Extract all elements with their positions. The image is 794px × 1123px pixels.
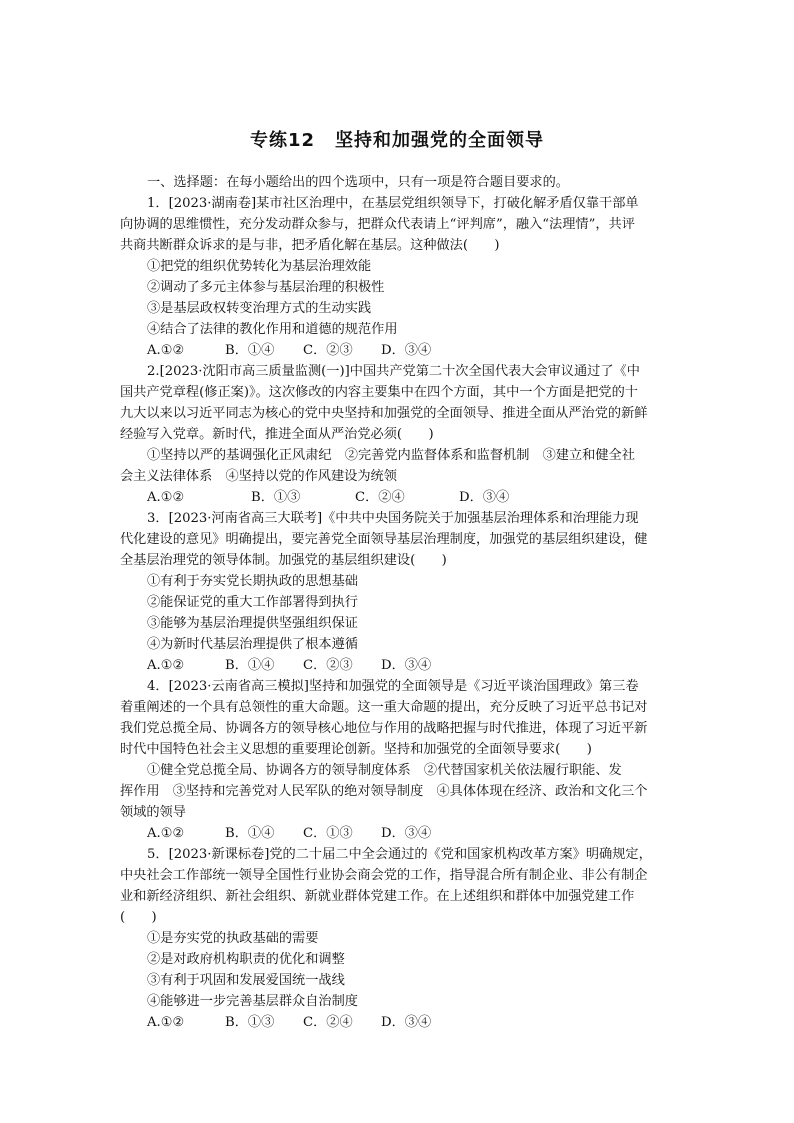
option-d: D．③④: [459, 490, 510, 505]
question-stem-line: 中央社会工作部统一领导全国性行业协会商会党的工作，指导混合所有制企业、非公有制企: [120, 868, 648, 883]
statement-item: ④能够进一步完善基层群众自治制度: [147, 994, 358, 1009]
question-3: [120, 508, 675, 676]
title-code: 专练12: [249, 130, 316, 151]
question-stem-line: 3．[2023·河南省高三大联考]《中共中央国务院关于加强基层治理体系和治理能力现: [147, 511, 639, 526]
option-a: A.①②: [147, 1015, 185, 1030]
statement-item: ②能保证党的重大工作部署得到执行: [147, 595, 358, 610]
option-b: B．①③: [251, 490, 301, 505]
option-d: D．③④: [381, 343, 432, 358]
option-a: A.①②: [147, 826, 185, 841]
statement-item: 挥作用 ③坚持和完善党对人民军队的绝对领导制度 ④具体体现在经济、政治和文化三个: [120, 784, 648, 799]
question-stem-line: 代化建设的意见》明确提出，要完善党全面领导基层治理制度，加强党的基层组织建设，健: [120, 532, 648, 547]
statement-item: ②调动了多元主体参与基层治理的积极性: [147, 280, 385, 295]
question-body: [120, 172, 675, 1033]
question-stem-line: 着重阐述的一个具有总领性的重大命题。这一重大命题的提出，充分反映了习近平总书记对: [120, 700, 648, 715]
answer-options: [120, 487, 675, 508]
option-a: A.①②: [147, 490, 185, 505]
question-stem-line: 九大以来以习近平同志为核心的党中央坚持和加强党的全面领导、推进全面从严治党的新鲜: [120, 406, 648, 421]
statement-item: 领域的领导: [120, 805, 186, 820]
option-c: C．②④: [355, 490, 405, 505]
page-title: [0, 126, 794, 152]
statement-item: ②是对政府机构职责的优化和调整: [147, 952, 345, 967]
statement-item: ④为新时代基层治理提供了根本遵循: [147, 637, 358, 652]
statement-item: ①有利于夯实党长期执政的思想基础: [147, 574, 358, 589]
option-d: D．③④: [381, 1015, 432, 1030]
option-c: C．②③: [303, 658, 353, 673]
answer-options: [120, 340, 675, 361]
option-b: B．①③: [225, 1015, 275, 1030]
option-a: A.①②: [147, 343, 185, 358]
question-stem-line: 我们党总揽全局、协调各方的领导核心地位与作用的战略把握与时代推进，体现了习近平新: [120, 721, 648, 736]
question-stem-line: 5．[2023·新课标卷]党的二十届二中全会通过的《党和国家机构改革方案》明确规定，: [147, 847, 652, 862]
question-4: [120, 676, 675, 844]
question-stem-line: 国共产党章程(修正案)》。这次修改的内容主要集中在四个方面，其中一个方面是把党的十: [120, 385, 638, 400]
question-stem-line: 全基层治理党的领导体制。加强党的基层组织建设( ): [120, 553, 447, 568]
option-a: A.①②: [147, 658, 185, 673]
statement-item: ①健全党总揽全局、协调各方的领导制度体系 ②代替国家机关依法履行职能、发: [147, 763, 622, 778]
question-stem-line: 时代中国特色社会主义思想的重要理论创新。坚持和加强党的全面领导要求( ): [120, 742, 592, 757]
question-stem-line: 1．[2023·湖南卷]某市社区治理中，在基层党组织领导下，打破化解矛盾仅靠干部单: [147, 196, 639, 211]
option-c: C．②④: [303, 1015, 353, 1030]
question-stem-line: 共商共断群众诉求的是与非，把矛盾化解在基层。这种做法( ): [120, 238, 500, 253]
question-1: [120, 193, 675, 361]
question-5: [120, 844, 675, 1033]
statement-item: ④结合了法律的教化作用和道德的规范作用: [147, 322, 398, 337]
question-stem-line: ( ): [120, 910, 157, 925]
question-stem-line: 经验写入党章。新时代，推进全面从严治党必须( ): [120, 427, 434, 442]
section-heading: 一、选择题：在每小题给出的四个选项中，只有一项是符合题目要求的。: [147, 175, 569, 190]
question-2: [120, 361, 675, 508]
statement-item: ①是夯实党的执政基础的需要: [147, 931, 319, 946]
answer-options: [120, 655, 675, 676]
question-stem-line: 4．[2023·云南省高三模拟]坚持和加强党的全面领导是《习近平谈治国理政》第三卷: [147, 679, 639, 694]
statement-item: ③能够为基层治理提供坚强组织保证: [147, 616, 358, 631]
option-b: B．①④: [225, 658, 275, 673]
statement-item: ③是基层政权转变治理方式的生动实践: [147, 301, 372, 316]
option-b: B．①④: [225, 826, 275, 841]
statement-item: ③有利于巩固和发展爱国统一战线: [147, 973, 345, 988]
answer-options: [120, 1012, 675, 1033]
question-stem-line: 2.[2023·沈阳市高三质量监测(一)]中国共产党第二十次全国代表大会审议通过了《中: [147, 364, 640, 379]
statement-item: ①坚持以严的基调强化正风肃纪 ②完善党内监督体系和监督机制 ③建立和健全社: [147, 448, 635, 463]
answer-options: [120, 823, 675, 844]
statement-item: ①把党的组织优势转化为基层治理效能: [147, 259, 372, 274]
title-text: 坚持和加强党的全面领导: [335, 130, 545, 151]
statement-item: 会主义法律体系 ④坚持以党的作风建设为统领: [120, 469, 397, 484]
option-d: D．③④: [381, 826, 432, 841]
question-stem-line: 向协调的思维惯性，充分发动群众参与，把群众代表请上“评判席”，融入“法理情”，共评: [120, 217, 635, 232]
option-c: C．①③: [303, 826, 353, 841]
question-stem-line: 业和新经济组织、新社会组织、新就业群体党建工作。在上述组织和群体中加强党建工作: [120, 889, 635, 904]
option-b: B．①④: [225, 343, 275, 358]
option-c: C．②③: [303, 343, 353, 358]
option-d: D．③④: [381, 658, 432, 673]
